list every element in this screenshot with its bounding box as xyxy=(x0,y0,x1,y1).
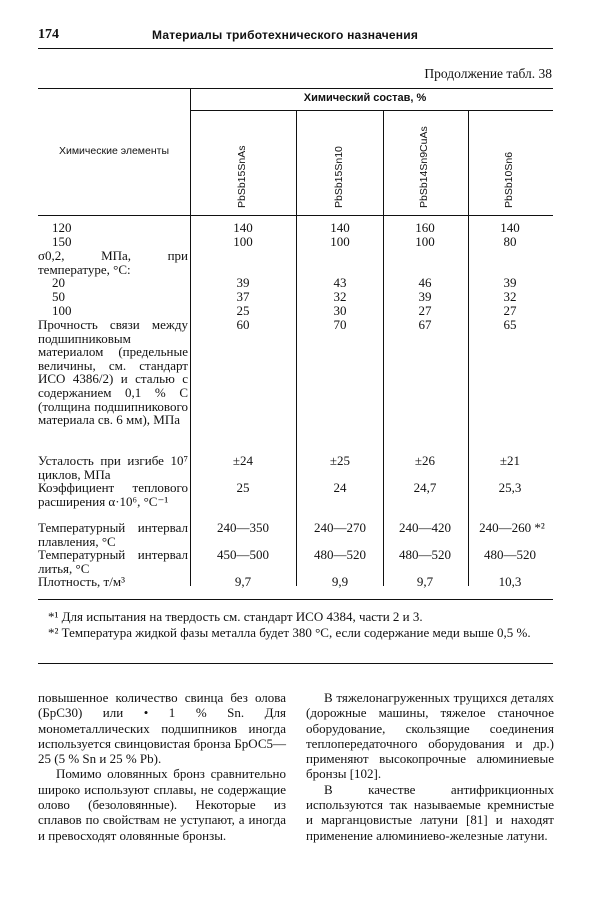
table-cell: 10,3 xyxy=(498,574,522,589)
table-cell: 160 xyxy=(415,220,435,235)
table-cell: 67 xyxy=(418,317,432,332)
table-cell: ±25 xyxy=(329,453,351,468)
table-col-divider-4 xyxy=(468,110,469,586)
table-cell: 60 xyxy=(236,317,250,332)
table-cell: 30 xyxy=(333,303,347,318)
alloy-header-1: PbSb15SnAs xyxy=(236,145,248,208)
row-label: 120 xyxy=(52,220,72,235)
row-label: 50 xyxy=(52,289,65,304)
table-cell: 32 xyxy=(503,289,517,304)
table-cell: 140 xyxy=(500,220,520,235)
footnote-rule xyxy=(38,663,553,664)
row-label: σ0,2, МПа, при температуре, °С: xyxy=(38,248,188,277)
row-label: Коэффициент теплового расширения α·10⁶, °С⁻¹ xyxy=(38,480,188,509)
table-cell: 32 xyxy=(333,289,347,304)
table-col-divider-1 xyxy=(190,88,191,586)
table-cell: 100 xyxy=(233,234,253,249)
table-cell: 27 xyxy=(418,303,432,318)
row-label: 100 xyxy=(52,303,72,318)
table-cell: ±21 xyxy=(499,453,521,468)
table-cell: 140 xyxy=(233,220,253,235)
alloy-header-4: PbSb10Sn6 xyxy=(503,151,515,208)
table-subheader-rule xyxy=(190,110,553,111)
table-cell: 100 xyxy=(330,234,350,249)
table-cell: 240—420 xyxy=(399,520,451,535)
table-cell: 240—270 xyxy=(314,520,366,535)
table-cell: 37 xyxy=(236,289,250,304)
paragraph: повышенное количество свинца без олова (БрС30) или • 1 % Sn. Для монометаллических подшипников иногда используется свинцовистая бронза БрОС5—25 (5 % Sn и 25 % Pb). xyxy=(38,690,286,767)
table-cell: 46 xyxy=(418,275,432,290)
paragraph: В качестве антифрикционных используются так называемые кремнистые и марганцовистые латуни [81] и находят применение алюминиево-железные латуни. xyxy=(306,781,554,843)
table-cell: 24,7 xyxy=(413,480,437,495)
table-cell: 39 xyxy=(503,275,517,290)
row-label: Температурный интервал плавления, °С xyxy=(38,520,188,549)
table-cell: 240—260 *² xyxy=(479,520,545,535)
table-cell: 9,7 xyxy=(234,574,252,589)
page-number: 174 xyxy=(38,27,59,42)
text-column-left xyxy=(38,690,286,843)
row-label: Температурный интервал литья, °С xyxy=(38,547,188,576)
table-cell: 480—520 xyxy=(484,547,536,562)
table-cell: 43 xyxy=(333,275,347,290)
table-cell: 9,9 xyxy=(331,574,349,589)
row-label: Прочность связи между подшипниковым материалом (предельные величины, см. стандарт ИСО 4386/2) и сталью с содержанием 0,1 % С (толщина подшипникового материала св. 6 мм), МПа xyxy=(38,317,188,428)
table-cell: 24 xyxy=(333,480,347,495)
table-cell: 39 xyxy=(236,275,250,290)
paragraph: В тяжелонагруженных трущихся деталях (дорожные машины, тяжелое станочное оборудование, скользящие соединения теплопередаточного оборудования и др.) применяют высокопрочные алюминиевые бронзы [102]. xyxy=(306,690,554,782)
table-cell: 70 xyxy=(333,317,347,332)
table-cell: ±26 xyxy=(414,453,436,468)
table-cell: ±24 xyxy=(232,453,254,468)
table-cell: 25 xyxy=(236,303,250,318)
alloy-header-2: PbSb15Sn10 xyxy=(333,146,345,208)
table-cell: 9,7 xyxy=(416,574,434,589)
table-cell: 80 xyxy=(503,234,517,249)
table-bottom-rule xyxy=(38,599,553,600)
header-rule xyxy=(38,48,553,49)
row-label: 150 xyxy=(52,234,72,249)
table-continuation-label: Продолжение табл. 38 xyxy=(424,66,552,81)
footnote-1: *¹ Для испытания на твердость см. стандарт ИСО 4384, части 2 и 3. xyxy=(48,609,423,624)
table-cell: 240—350 xyxy=(217,520,269,535)
table-cell: 27 xyxy=(503,303,517,318)
table-col-divider-2 xyxy=(296,110,297,586)
table-cell: 480—520 xyxy=(399,547,451,562)
row-label: 20 xyxy=(52,275,65,290)
chemical-elements-header: Химические элементы xyxy=(58,145,170,157)
table-cell: 25,3 xyxy=(498,480,522,495)
alloy-header-3: PbSb14Sn9CuAs xyxy=(418,126,430,208)
footnote-2: *² Температура жидкой фазы металла будет 380 °С, если содержание меди выше 0,5 %. xyxy=(48,625,531,640)
table-cell: 39 xyxy=(418,289,432,304)
text-column-right xyxy=(306,690,554,843)
paragraph: Помимо оловянных бронз сравнительно широко используют сплавы, не содержащие олово (безоловянные). Некоторые из сплавов по свойствам не уступают, а иногда и превосходят оловянные бронзы. xyxy=(38,766,286,843)
row-label: Плотность, т/м³ xyxy=(38,574,125,589)
chemical-composition-header: Химический состав, % xyxy=(303,92,427,104)
row-label: Усталость при изгибе 10⁷ циклов, МПа xyxy=(38,453,188,482)
table-cell: 450—500 xyxy=(217,547,269,562)
table-cell: 25 xyxy=(236,480,250,495)
table-col-divider-3 xyxy=(383,110,384,586)
table-cell: 100 xyxy=(415,234,435,249)
table-top-rule xyxy=(38,88,553,89)
running-title: Материалы триботехнического назначения xyxy=(152,28,419,42)
table-cell: 65 xyxy=(503,317,517,332)
table-cell: 140 xyxy=(330,220,350,235)
table-cell: 480—520 xyxy=(314,547,366,562)
